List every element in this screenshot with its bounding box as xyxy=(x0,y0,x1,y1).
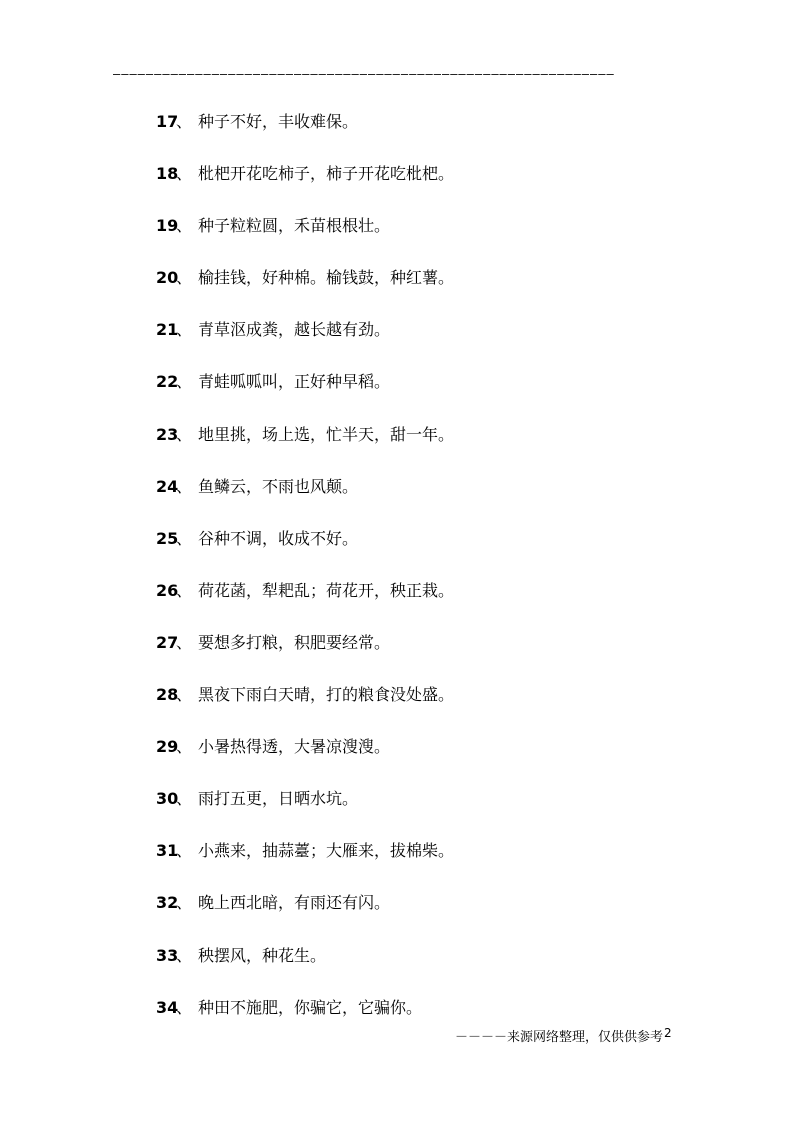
header-dashed-rule: ––––––––––––––––––––––––––––––––––––––––––––––––––––––––––––– xyxy=(113,67,615,81)
proverb-list xyxy=(156,109,716,1047)
item-text: 青草沤成粪，越长越有劲。 xyxy=(198,320,391,340)
item-number: 32 xyxy=(156,893,179,913)
list-item xyxy=(156,213,716,265)
item-text: 小暑热得透，大暑凉溲溲。 xyxy=(198,737,391,757)
item-number: 33 xyxy=(156,945,179,965)
item-number: 27 xyxy=(156,632,179,652)
item-text: 榆挂钱，好种棉。榆钱鼓，种红薯。 xyxy=(198,268,455,288)
item-separator: 、 xyxy=(176,685,193,705)
item-separator: 、 xyxy=(176,268,193,288)
item-text: 小燕来，抽蒜薹；大雁来，拔棉柴。 xyxy=(198,841,455,861)
item-text: 地里挑，场上选，忙半天，甜一年。 xyxy=(198,424,455,444)
list-item xyxy=(156,317,716,369)
item-separator: 、 xyxy=(176,476,193,496)
item-separator: 、 xyxy=(176,216,193,236)
list-item xyxy=(156,422,716,474)
item-separator: 、 xyxy=(176,841,193,861)
item-separator: 、 xyxy=(176,737,193,757)
item-number: 17 xyxy=(156,112,179,131)
list-item xyxy=(156,161,716,213)
item-number: 34 xyxy=(156,997,179,1017)
item-text: 枇杷开花吃柿子，柿子开花吃枇杷。 xyxy=(198,164,455,184)
item-text: 谷种不调，收成不好。 xyxy=(198,528,359,548)
list-item xyxy=(156,890,716,942)
item-number: 24 xyxy=(156,476,179,496)
item-number: 22 xyxy=(156,372,179,392)
item-number: 21 xyxy=(156,320,179,340)
item-separator: 、 xyxy=(176,112,193,131)
item-separator: 、 xyxy=(176,424,193,444)
list-item xyxy=(156,943,716,995)
page-number: 2 xyxy=(664,1026,672,1040)
item-text: 荷花菡，犁耙乱；荷花开，秧正栽。 xyxy=(198,580,455,600)
item-text: 秧摆风，种花生。 xyxy=(198,945,327,965)
list-item xyxy=(156,630,716,682)
item-text: 鱼鳞云，不雨也风颠。 xyxy=(198,476,359,496)
item-number: 23 xyxy=(156,424,179,444)
item-number: 20 xyxy=(156,268,179,288)
footer-source-note: －－－－来源网络整理，仅供供参考 xyxy=(455,1030,664,1045)
list-item xyxy=(156,838,716,890)
item-text: 黑夜下雨白天晴，打的粮食没处盛。 xyxy=(198,685,455,705)
item-separator: 、 xyxy=(176,632,193,652)
item-number: 30 xyxy=(156,789,179,809)
item-number: 26 xyxy=(156,580,179,600)
list-item xyxy=(156,682,716,734)
item-text: 种子不好，丰收难保。 xyxy=(198,112,359,131)
item-separator: 、 xyxy=(176,945,193,965)
item-separator: 、 xyxy=(176,372,193,392)
item-text: 种子粒粒圆，禾苗根根壮。 xyxy=(198,216,391,236)
item-separator: 、 xyxy=(176,528,193,548)
item-number: 31 xyxy=(156,841,179,861)
item-separator: 、 xyxy=(176,164,193,184)
item-text: 种田不施肥，你骗它，它骗你。 xyxy=(198,997,423,1017)
list-item xyxy=(156,734,716,786)
list-item xyxy=(156,474,716,526)
item-text: 雨打五更，日晒水坑。 xyxy=(198,789,359,809)
item-number: 18 xyxy=(156,164,179,184)
item-separator: 、 xyxy=(176,320,193,340)
page-footer xyxy=(455,1026,685,1045)
item-text: 青蛙呱呱叫，正好种早稻。 xyxy=(198,372,391,392)
item-text: 晚上西北暗，有雨还有闪。 xyxy=(198,893,391,913)
item-separator: 、 xyxy=(176,580,193,600)
list-item xyxy=(156,265,716,317)
item-number: 19 xyxy=(156,216,179,236)
item-separator: 、 xyxy=(176,893,193,913)
item-separator: 、 xyxy=(176,997,193,1017)
list-item xyxy=(156,786,716,838)
list-item xyxy=(156,109,716,161)
item-number: 28 xyxy=(156,685,179,705)
list-item xyxy=(156,578,716,630)
item-text: 要想多打粮，积肥要经常。 xyxy=(198,632,391,652)
item-number: 25 xyxy=(156,528,179,548)
list-item xyxy=(156,369,716,421)
list-item xyxy=(156,526,716,578)
item-number: 29 xyxy=(156,737,179,757)
item-separator: 、 xyxy=(176,789,193,809)
